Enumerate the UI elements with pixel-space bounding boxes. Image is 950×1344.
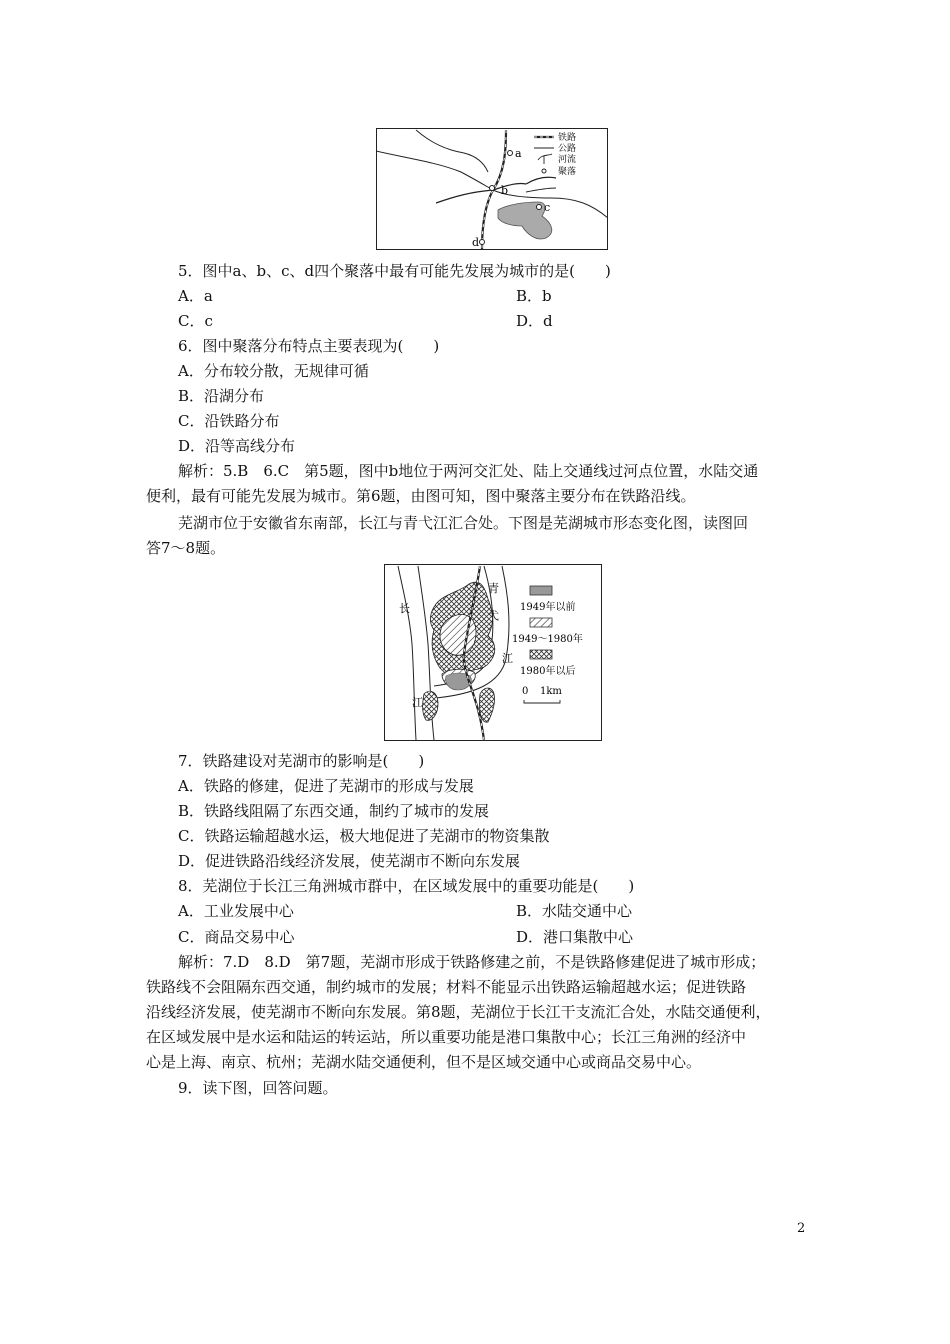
q8-stem: 8．芜湖位于长江三角洲城市群中，在区域发展中的重要功能是( ) [178, 877, 635, 895]
q8-option-b: B．水陆交通中心 [516, 902, 633, 920]
q9-stem: 9．读下图，回答问题。 [178, 1079, 338, 1097]
legend-settlement: 聚落 [558, 167, 577, 177]
legend-highway: 公路 [558, 144, 577, 154]
q6-option-c: C．沿铁路分布 [178, 412, 280, 430]
q8-option-d: D．港口集散中心 [516, 928, 634, 946]
q6-option-d: D．沿等高线分布 [178, 437, 296, 455]
q7-option-a: A．铁路的修建，促进了芜湖市的形成与发展 [178, 777, 474, 795]
analysis-5-6-line-2: 便利，最有可能先发展为城市。第6题，由图可知，图中聚落主要分布在铁路沿线。 [146, 487, 696, 505]
q6-option-a: A．分布较分散，无规律可循 [178, 362, 369, 380]
q8-option-a: A．工业发展中心 [178, 902, 294, 920]
settlement-label-b: b [501, 184, 509, 197]
wuhu-city-map-figure [384, 564, 602, 741]
settlement-map-figure [376, 128, 608, 250]
q7-option-c: C．铁路运输超越水运，极大地促进了芜湖市的物资集散 [178, 827, 550, 845]
q8-option-c: C．商品交易中心 [178, 928, 295, 946]
legend-after-1980: 1980年以后 [520, 666, 576, 677]
analysis-7-8-line-2: 铁路线不会阻隔东西交通，制约城市的发展；材料不能显示出铁路运输超越水运；促进铁路 [146, 978, 747, 996]
q5-stem: 5．图中a、b、c、d四个聚落中最有可能先发展为城市的是( ) [178, 262, 611, 280]
river-label-qing: 青 [488, 582, 499, 595]
scale-label: 1km [540, 686, 562, 697]
page-number: 2 [797, 1221, 806, 1236]
analysis-7-8-line-4: 在区域发展中是水运和陆运的转运站，所以重要功能是港口集散中心；长江三角洲的经济中 [146, 1028, 747, 1046]
legend-1949-1980: 1949～1980年 [512, 634, 583, 645]
river-label-jiang: 江 [412, 696, 423, 709]
legend-railway: 铁路 [558, 133, 577, 143]
settlement-label-c: c [544, 201, 551, 214]
analysis-7-8-line-3: 沿线经济发展，使芜湖市不断向东发展。第8题，芜湖位于长江干支流汇合处，水陆交通便利， [146, 1003, 771, 1021]
legend-before-1949: 1949年以前 [520, 602, 576, 613]
q6-option-b: B．沿湖分布 [178, 387, 265, 405]
q7-option-b: B．铁路线阻隔了东西交通，制约了城市的发展 [178, 802, 490, 820]
settlement-label-d: d [472, 236, 480, 249]
settlement-label-a: a [515, 147, 522, 160]
q5-option-c: C．c [178, 312, 213, 330]
q6-stem: 6．图中聚落分布特点主要表现为( ) [178, 337, 440, 355]
intro-7-8-line-1: 芜湖市位于安徽省东南部，长江与青弋江汇合处。下图是芜湖城市形态变化图，读图回 [178, 514, 749, 532]
analysis-7-8-line-5: 心是上海、南京、杭州；芜湖水陆交通便利，但不是区域交通中心或商品交易中心。 [146, 1053, 702, 1071]
legend-river: 河流 [558, 155, 577, 165]
q7-option-d: D．促进铁路沿线经济发展，使芜湖市不断向东发展 [178, 852, 521, 870]
river-label-jiang-2: 江 [502, 652, 513, 665]
intro-7-8-line-2: 答7～8题。 [146, 539, 226, 557]
analysis-5-6-line-1: 解析：5.B 6.C 第5题，图中b地位于两河交汇处、陆上交通线过河点位置，水陆交通 [178, 462, 759, 480]
q7-stem: 7．铁路建设对芜湖市的影响是( ) [178, 752, 425, 770]
q5-option-a: A．a [178, 287, 213, 305]
q5-option-b: B．b [516, 287, 552, 305]
analysis-7-8-line-1: 解析：7.D 8.D 第7题，芜湖市形成于铁路修建之前，不是铁路修建促进了城市形成； [178, 953, 766, 971]
river-label-chang: 长 [399, 602, 410, 615]
scale-zero: 0 [522, 686, 529, 697]
river-label-yi: 弋 [488, 609, 499, 622]
q5-option-d: D．d [516, 312, 553, 330]
